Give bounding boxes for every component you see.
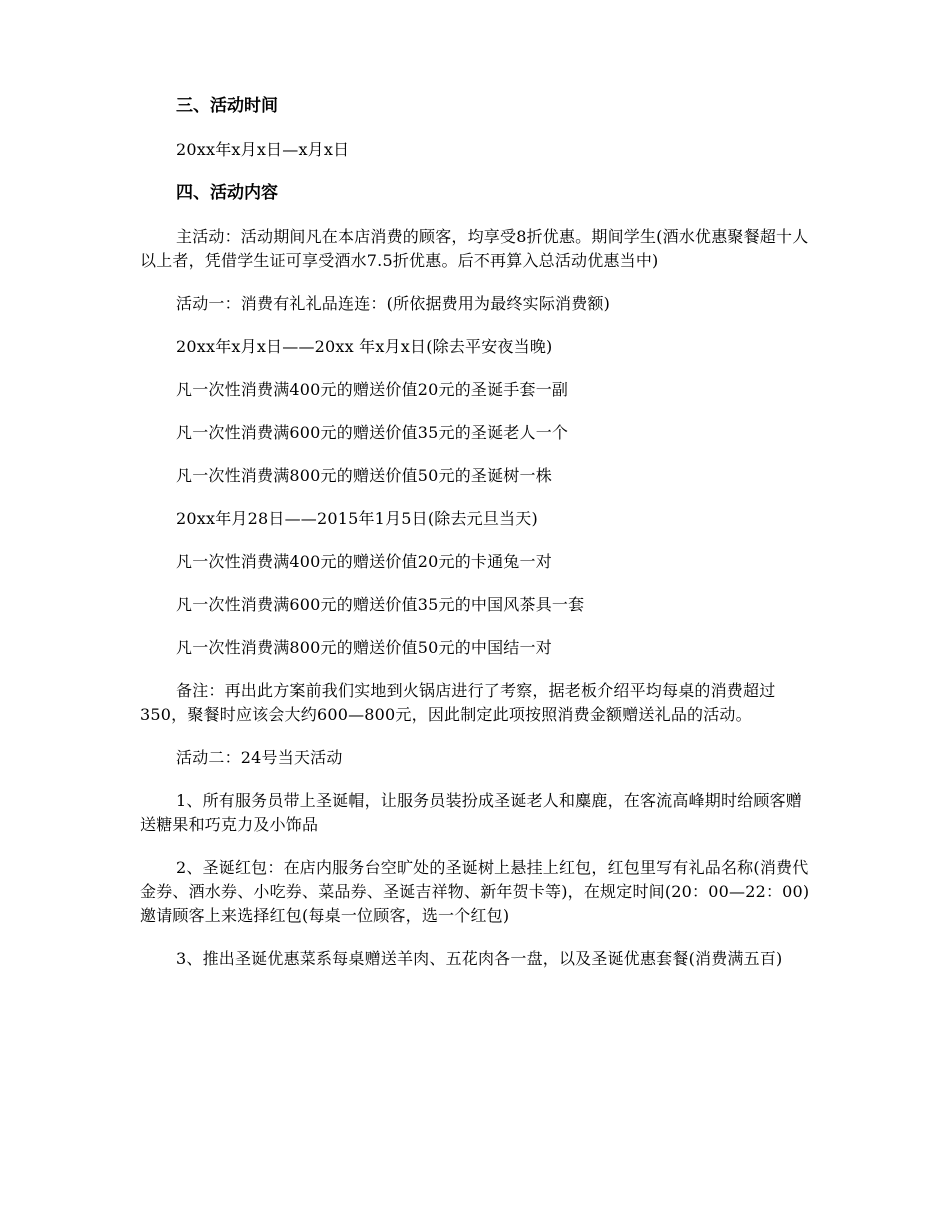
section-heading-time: 三、活动时间 xyxy=(176,96,278,116)
period-one: 20xx年x月x日——20xx 年x月x日(除去平安夜当晚) xyxy=(176,337,553,356)
section-heading-content: 四、活动内容 xyxy=(176,183,278,203)
document-body xyxy=(140,94,815,990)
activity-two-item-3: 3、推出圣诞优惠菜系每桌赠送羊肉、五花肉各一盘，以及圣诞优惠套餐(消费满五百) xyxy=(176,949,783,968)
period-two: 20xx年月28日——2015年1月5日(除去元旦当天) xyxy=(176,509,538,528)
activity-two-item-2: 2、圣诞红包：在店内服务台空旷处的圣诞树上悬挂上红包，红包里写有礼品名称(消费代金券、酒水券、小吃券、菜品券、圣诞吉祥物、新年贺卡等)，在规定时间(20：00—22：00)邀请顾客上来选择红包(每桌一位顾客，选一个红包) xyxy=(140,858,810,925)
activity-two-item-1: 1、所有服务员带上圣诞帽，让服务员装扮成圣诞老人和麋鹿，在客流高峰期时给顾客赠送糖果和巧克力及小饰品 xyxy=(140,791,802,834)
period-two-gift-400: 凡一次性消费满400元的赠送价值20元的卡通兔一对 xyxy=(176,552,552,571)
activity-one-title: 活动一：消费有礼礼品连连：(所依据费用为最终实际消费额) xyxy=(176,294,611,313)
period-two-gift-800: 凡一次性消费满800元的赠送价值50元的中国结一对 xyxy=(176,638,552,657)
period-one-gift-800: 凡一次性消费满800元的赠送价值50元的圣诞树一株 xyxy=(176,466,552,485)
period-one-gift-400: 凡一次性消费满400元的赠送价值20元的圣诞手套一副 xyxy=(176,380,569,399)
time-range: 20xx年x月x日—x月x日 xyxy=(176,140,350,159)
main-activity-paragraph: 主活动：活动期间凡在本店消费的顾客，均享受8折优惠。期间学生(酒水优惠聚餐超十人以上者，凭借学生证可享受酒水7.5折优惠。后不再算入总活动优惠当中) xyxy=(140,227,809,270)
note-paragraph: 备注：再出此方案前我们实地到火锅店进行了考察，据老板介绍平均每桌的消费超过350，聚餐时应该会大约600—800元，因此制定此项按照消费金额赠送礼品的活动。 xyxy=(140,681,776,724)
period-one-gift-600: 凡一次性消费满600元的赠送价值35元的圣诞老人一个 xyxy=(176,423,569,442)
activity-two-title: 活动二：24号当天活动 xyxy=(176,748,343,767)
period-two-gift-600: 凡一次性消费满600元的赠送价值35元的中国风茶具一套 xyxy=(176,595,585,614)
